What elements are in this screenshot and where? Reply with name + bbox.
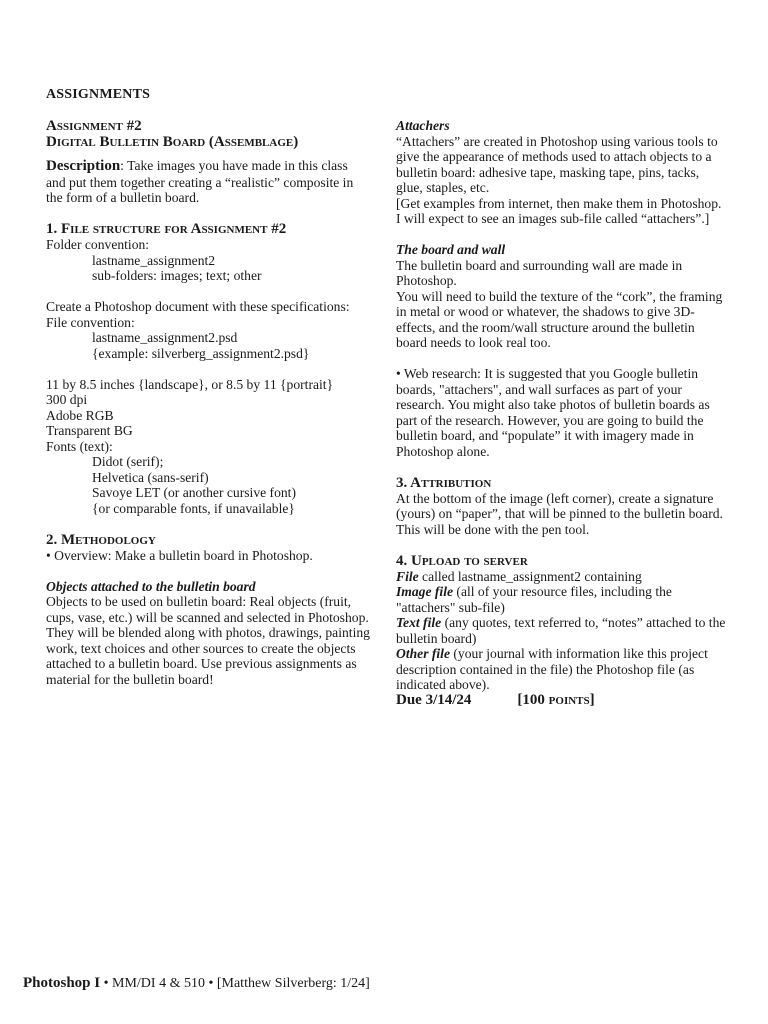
font-item: Helvetica (sans-serif) bbox=[92, 469, 209, 485]
description-paragraph bbox=[46, 158, 370, 206]
right-column bbox=[396, 118, 726, 708]
text-file-text: (any quotes, text referred to, “notes” attached to the bulletin board) bbox=[396, 615, 726, 646]
color-space-spec: Adobe RGB bbox=[46, 407, 114, 423]
attribution-heading: 3. Attribution bbox=[396, 474, 492, 491]
upload-heading: 4. Upload to server bbox=[396, 552, 528, 569]
due-line bbox=[396, 693, 726, 709]
other-file-label: Other file bbox=[396, 646, 450, 661]
text-file-label: Text file bbox=[396, 615, 442, 630]
board-text: The bulletin board and surrounding wall are made in Photoshop. bbox=[396, 257, 683, 288]
due-date: Due 3/14/24 bbox=[396, 691, 472, 708]
upload-other-file-line bbox=[396, 646, 726, 693]
description-text: : Take images you have made in this class and put them together creating a “realistic” composite in the form of a bulletin board. bbox=[46, 158, 354, 205]
fonts-label: Fonts (text): bbox=[46, 438, 113, 454]
attachers-heading: Attachers bbox=[396, 118, 450, 133]
footer-course: Photoshop I bbox=[23, 975, 101, 991]
file-label: File bbox=[396, 568, 419, 584]
sub-folders: sub-folders: images; text; other bbox=[92, 268, 262, 283]
upload-text-file-line bbox=[396, 615, 726, 646]
background-spec: Transparent BG bbox=[46, 423, 133, 438]
objects-text: Objects to be used on bulletin board: Real objects (fruit, cups, vase, etc.) will be scanned and selected in Photoshop. They will be blended along with photos, drawings, painting work, text choices and other sources to create the objects attached to a bulletin board. Use previous assignments as material for the bulletin board! bbox=[46, 594, 370, 687]
assignment-number: Assignment #2 bbox=[46, 118, 142, 134]
page-title: ASSIGNMENTS bbox=[46, 87, 151, 102]
board-text-detail: You will need to build the texture of the “cork”, the framing in metal or wood or whatever, the shadows to give 3D-effects, and the room/wall structure around the bulletin board needs to look real too. bbox=[396, 288, 723, 350]
footer-details: • MM/DI 4 & 510 • [Matthew Silverberg: 1/24] bbox=[100, 976, 370, 991]
assignment-name: Digital Bulletin Board (Assemblage) bbox=[46, 134, 299, 150]
file-name: lastname_assignment2.psd bbox=[92, 330, 238, 345]
web-research-text: • Web research: It is suggested that you Google bulletin boards, "attachers", and wall surfaces as part of your research. You might also take photos of bulletin boards as part of the research. However, you are going to build the bulletin board, and “populate” it with imagery made in Photoshop alone. bbox=[396, 366, 710, 459]
upload-file-line bbox=[396, 569, 726, 585]
attachers-text: “Attachers” are created in Photoshop using various tools to give the appearance of methods used to attach objects to a bulletin board: adhesive tape, masking tape, pins, tacks, glue, staples, etc. bbox=[396, 133, 718, 195]
dpi-spec: 300 dpi bbox=[46, 392, 88, 407]
attachers-note: [Get examples from internet, then make them in Photoshop. I will expect to see an images sub-file called “attachers”.] bbox=[396, 195, 722, 226]
file-example: {example: silverberg_assignment2.psd} bbox=[92, 345, 310, 361]
create-document-text: Create a Photoshop document with these specifications: bbox=[46, 299, 350, 314]
left-column bbox=[46, 118, 370, 687]
other-file-text: (your journal with information like this project description contained in the file) the Photoshop file (as indicated above). bbox=[396, 646, 708, 692]
file-text: called lastname_assignment2 containing bbox=[418, 568, 642, 584]
folder-name: lastname_assignment2 bbox=[92, 252, 216, 268]
methodology-heading: 2. Methodology bbox=[46, 531, 156, 548]
methodology-overview: • Overview: Make a bulletin board in Photoshop. bbox=[46, 547, 313, 563]
font-note: {or comparable fonts, if unavailable} bbox=[92, 500, 295, 516]
points: [100 points] bbox=[517, 691, 595, 708]
file-structure-heading: 1. File structure for Assignment #2 bbox=[46, 221, 287, 237]
board-heading: The board and wall bbox=[396, 242, 506, 257]
page-footer bbox=[23, 975, 370, 992]
size-spec: 11 by 8.5 inches {landscape}, or 8.5 by 11 {portrait} bbox=[46, 376, 334, 392]
image-file-text: (all of your resource files, including the "attachers" sub-file) bbox=[396, 584, 672, 615]
upload-image-file-line bbox=[396, 584, 726, 615]
file-convention-label: File convention: bbox=[46, 314, 135, 330]
font-item: Didot (serif); bbox=[92, 454, 164, 469]
description-label: Description bbox=[46, 158, 121, 174]
image-file-label: Image file bbox=[396, 584, 454, 599]
folder-convention-label: Folder convention: bbox=[46, 237, 150, 252]
objects-heading: Objects attached to the bulletin board bbox=[46, 578, 256, 594]
attribution-text: At the bottom of the image (left corner), create a signature (yours) on “paper”, that will be pinned to the bulletin board. This will be done with the pen tool. bbox=[396, 490, 723, 537]
font-item: Savoye LET (or another cursive font) bbox=[92, 485, 296, 500]
